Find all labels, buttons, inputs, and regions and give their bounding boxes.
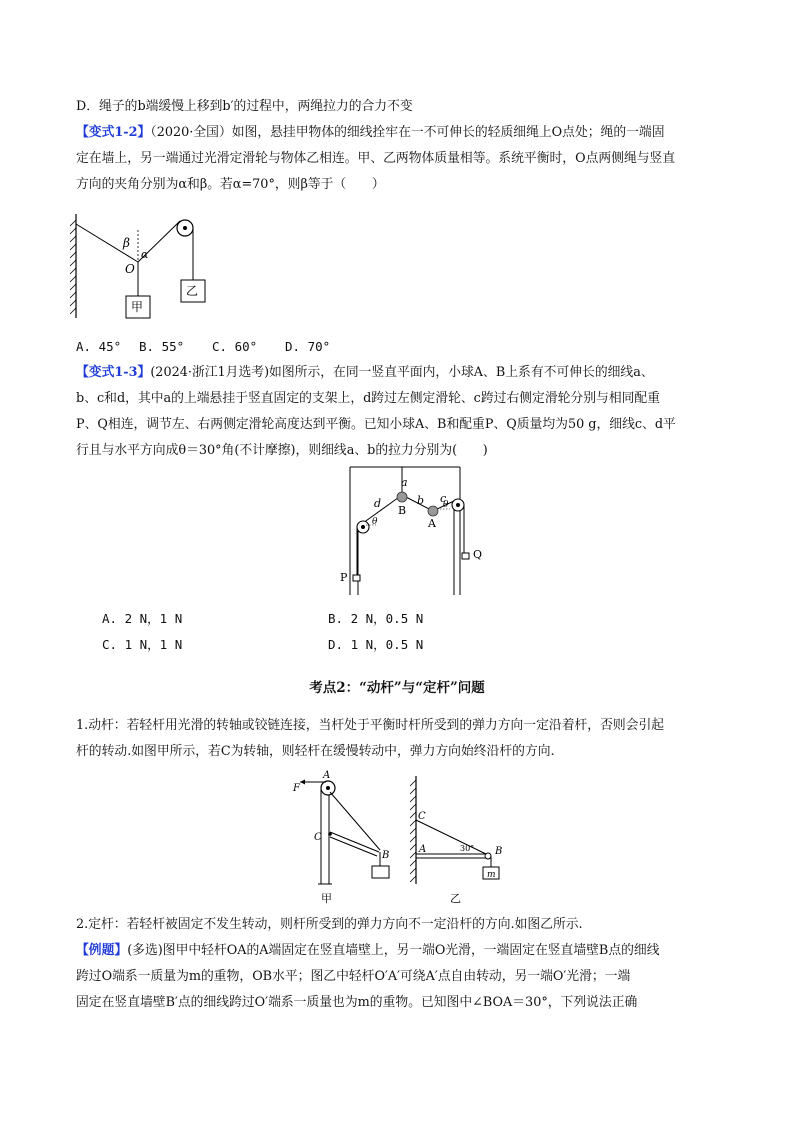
fig2-d-label: d [374,497,382,510]
fig1-jia-label: 甲 [131,300,144,314]
fig1-o-label: O [125,262,135,276]
variant-1-3-line-3: P、Q相连，调节左、右两侧定滑轮高度达到平衡。已知小球A、B和配重P、Q质量均为50 g，细线c、d平 [76,417,676,432]
fig2-ball-b-label: B [398,504,407,517]
section-heading: 考点2：“动杆”与“定杆”问题 [309,680,485,696]
fig2-c-label: c [440,492,447,505]
fig3-a-label: A [323,770,331,781]
fig4-b-label: B [495,846,503,857]
fig4-a-label: A [419,844,427,855]
fig1-beta-label: β [123,236,130,250]
variant-1-2-line-1 [76,124,726,141]
v13-option-d: D. 1 N，0.5 N [328,637,424,652]
example-tag: 【例题】 [76,943,128,958]
variant-1-3-text-1: (2024·浙江1月选考)如图所示，在同一竖直平面内，小球A、B上系有不可伸长的细线a、 [150,365,654,380]
moving-rod-line-1: 1.动杆：若轻杆用光滑的转轴或铰链连接，当杆处于平衡时杆所受到的弹力方向一定沿着杆，否则会引起 [76,718,665,733]
fig3-b-label: B [382,850,390,861]
variant-1-3-line-2: b、c和d，其中a的上端悬挂于竖直固定的支架上，d跨过左侧定滑轮、c跨过右侧定滑轮分别与相同配重 [76,391,661,406]
variant-1-3-tag: 【变式1-3】 [76,365,151,380]
fig2-p-label: P [340,571,348,584]
fig4-c-label: C [418,811,426,822]
fig3-caption: 甲 [321,892,332,905]
example-line-2: 跨过O端系一质量为m的重物，OB水平；图乙中轻杆O′A′可绕A′点自由转动，另一端O′光滑；一端 [76,969,631,984]
variant-1-2-text-1: （2020·全国）如图，悬挂甲物体的细线拴牢在一不可伸长的轻质细绳上O点处；绳的一端固 [150,125,665,140]
example-line-3: 固定在竖直墙壁B′点的细线跨过O′端系一质量也为m的重物。已知图中∠BOA＝30°，下列说法正确 [76,995,638,1010]
option-d-line: D．绳子的b端缓慢上移到b′的过程中，两绳拉力的合力不变 [76,99,413,114]
v13-option-b: B. 2 N，0.5 N [328,611,424,626]
moving-rod-line-2: 杆的转动.如图甲所示，若C为转轴，则轻杆在缓慢转动中，弹力方向始终沿杆的方向. [76,744,555,759]
fig2-ball-a-label: A [428,517,436,530]
fig3-f-label: F [293,783,300,794]
example-text-1: (多选)图甲中轻杆OA的A端固定在竖直墙壁上，另一端O光滑，一端固定在竖直墙壁B点的细线 [127,943,660,958]
v13-option-a: A. 2 N，1 N [102,611,183,626]
v12-option-c: C. 60° [212,339,258,354]
example-line-1 [76,942,726,959]
fig2-b-label: b [417,494,425,507]
v12-option-b: B. 55° [139,339,185,354]
fig2-q-label: Q [473,548,483,561]
v13-option-c: C. 1 N，1 N [102,637,183,652]
figure-moving-rod [290,772,400,907]
figure-fixed-rod [400,772,520,907]
variant-1-2-tag: 【变式1-2】 [76,125,151,140]
v12-option-a: A. 45° [76,339,122,354]
figure-balls-pulleys [336,465,483,600]
fig2-a-label: a [401,476,408,489]
figure-pulley-knot [68,210,228,325]
variant-1-2-line-2: 定在墙上，另一端通过光滑定滑轮与物体乙相连。甲、乙两物体质量相等。系统平衡时，O点两侧绳与竖直 [76,151,676,166]
fig1-yi-label: 乙 [186,284,199,298]
fig3-c-label: C [314,832,322,843]
v12-option-d: D. 70° [285,339,331,354]
variant-1-3-line-1 [76,364,726,381]
fixed-rod-line: 2.定杆：若轻杆被固定不发生转动，则杆所受到的弹力方向不一定沿杆的方向.如图乙所示. [76,917,583,932]
variant-1-3-line-4: 行且与水平方向成θ＝30°角(不计摩擦)，则细线a、b的拉力分别为( ) [76,443,488,458]
fig1-alpha-label: α [141,248,149,261]
fig4-m-label: m [487,870,496,880]
fig2-theta-right: θ [443,500,449,510]
variant-1-2-line-3: 方向的夹角分别为α和β。若α=70°，则β等于（ ） [76,177,385,192]
fig4-caption: 乙 [450,892,461,905]
fig2-theta-left: θ [372,517,378,527]
fig4-angle-label: 30° [460,844,475,853]
